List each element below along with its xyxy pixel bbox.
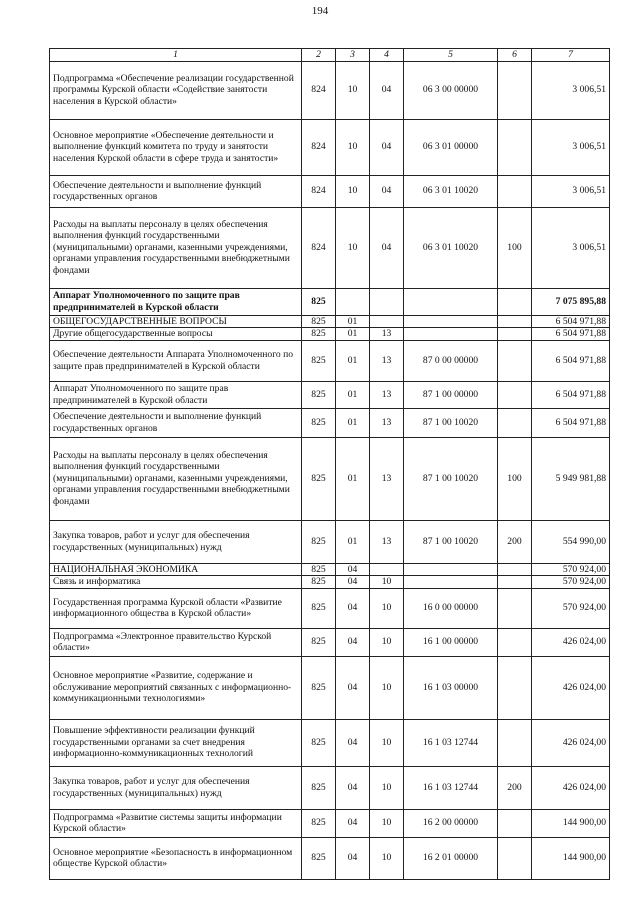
cell-target-article xyxy=(404,288,498,315)
cell-subsection: 13 xyxy=(370,328,404,341)
table-row xyxy=(50,837,610,879)
column-header: 4 xyxy=(370,49,404,62)
cell-amount: 426 024,00 xyxy=(532,766,610,809)
cell-amount: 3 006,51 xyxy=(532,175,610,207)
cell-section: 04 xyxy=(336,837,370,879)
table-row xyxy=(50,408,610,437)
cell-ved: 824 xyxy=(302,175,336,207)
cell-ved: 824 xyxy=(302,61,336,119)
cell-expense-type xyxy=(498,576,532,589)
row-name: Другие общегосударственные вопросы xyxy=(50,328,302,341)
cell-section: 04 xyxy=(336,588,370,628)
cell-target-article: 87 1 00 10020 xyxy=(404,437,498,520)
cell-section: 01 xyxy=(336,315,370,328)
cell-expense-type xyxy=(498,315,532,328)
cell-ved: 825 xyxy=(302,576,336,589)
cell-section: 04 xyxy=(336,628,370,656)
row-name: Государственная программа Курской области «Развитие информационного общества в Курской области» xyxy=(50,588,302,628)
cell-expense-type xyxy=(498,381,532,408)
table-row xyxy=(50,809,610,837)
table-row xyxy=(50,61,610,119)
table-row xyxy=(50,207,610,288)
cell-amount: 570 924,00 xyxy=(532,588,610,628)
cell-expense-type xyxy=(498,288,532,315)
cell-target-article: 16 2 00 00000 xyxy=(404,809,498,837)
cell-section: 10 xyxy=(336,175,370,207)
budget-table xyxy=(49,48,610,880)
cell-target-article: 06 3 01 00000 xyxy=(404,119,498,175)
cell-target-article: 16 1 00 00000 xyxy=(404,628,498,656)
row-name: Закупка товаров, работ и услуг для обеспечения государственных (муниципальных) нужд xyxy=(50,766,302,809)
cell-section: 01 xyxy=(336,381,370,408)
cell-amount: 426 024,00 xyxy=(532,628,610,656)
cell-target-article xyxy=(404,328,498,341)
cell-ved: 825 xyxy=(302,628,336,656)
cell-ved: 825 xyxy=(302,340,336,381)
column-header: 6 xyxy=(498,49,532,62)
cell-expense-type xyxy=(498,563,532,576)
cell-subsection: 10 xyxy=(370,628,404,656)
cell-subsection xyxy=(370,288,404,315)
row-name: Основное мероприятие «Обеспечение деятельности и выполнение функций комитета по труду и занятости населения Курской области в сфере труда и занятости» xyxy=(50,119,302,175)
cell-subsection: 13 xyxy=(370,340,404,381)
cell-subsection: 13 xyxy=(370,437,404,520)
cell-section: 01 xyxy=(336,408,370,437)
cell-amount: 5 949 981,88 xyxy=(532,437,610,520)
row-name: Подпрограмма «Электронное правительство Курской области» xyxy=(50,628,302,656)
cell-subsection: 10 xyxy=(370,576,404,589)
cell-expense-type: 100 xyxy=(498,437,532,520)
cell-target-article: 06 3 01 10020 xyxy=(404,175,498,207)
table-row xyxy=(50,437,610,520)
row-name: Расходы на выплаты персоналу в целях обеспечения выполнения функций государственными (муниципальными) органами, казенными учреждениями, органами управления государственными внебюджетными фондами xyxy=(50,437,302,520)
row-name: Основное мероприятие «Безопасность в информационном обществе Курской области» xyxy=(50,837,302,879)
cell-amount: 6 504 971,88 xyxy=(532,315,610,328)
table-row xyxy=(50,340,610,381)
cell-section: 01 xyxy=(336,520,370,563)
cell-section: 01 xyxy=(336,340,370,381)
cell-ved: 825 xyxy=(302,520,336,563)
cell-subsection: 10 xyxy=(370,656,404,719)
column-header: 7 xyxy=(532,49,610,62)
cell-amount: 144 900,00 xyxy=(532,809,610,837)
cell-ved: 825 xyxy=(302,588,336,628)
cell-ved: 824 xyxy=(302,119,336,175)
cell-expense-type: 100 xyxy=(498,207,532,288)
table-row xyxy=(50,656,610,719)
cell-target-article: 16 1 03 00000 xyxy=(404,656,498,719)
column-header: 5 xyxy=(404,49,498,62)
cell-target-article xyxy=(404,315,498,328)
row-name: Обеспечение деятельности и выполнение функций государственных органов xyxy=(50,408,302,437)
table-row xyxy=(50,766,610,809)
cell-expense-type xyxy=(498,408,532,437)
cell-section: 01 xyxy=(336,328,370,341)
cell-expense-type xyxy=(498,119,532,175)
cell-target-article: 16 2 01 00000 xyxy=(404,837,498,879)
cell-expense-type xyxy=(498,340,532,381)
row-name: Закупка товаров, работ и услуг для обеспечения государственных (муниципальных) нужд xyxy=(50,520,302,563)
cell-expense-type xyxy=(498,328,532,341)
cell-ved: 825 xyxy=(302,381,336,408)
cell-section: 04 xyxy=(336,563,370,576)
row-name: Повышение эффективности реализации функций государственными органами за счет внедрения информационно-коммуникационных технологий xyxy=(50,719,302,766)
column-header: 3 xyxy=(336,49,370,62)
cell-subsection: 10 xyxy=(370,837,404,879)
row-name: ОБЩЕГОСУДАРСТВЕННЫЕ ВОПРОСЫ xyxy=(50,315,302,328)
cell-amount: 554 990,00 xyxy=(532,520,610,563)
table-row xyxy=(50,563,610,576)
cell-ved: 825 xyxy=(302,288,336,315)
cell-amount: 570 924,00 xyxy=(532,576,610,589)
column-header: 2 xyxy=(302,49,336,62)
cell-expense-type xyxy=(498,809,532,837)
row-name: Подпрограмма «Обеспечение реализации государственной программы Курской области «Содействие занятости населения в Курской области» xyxy=(50,61,302,119)
cell-amount: 7 075 895,88 xyxy=(532,288,610,315)
cell-ved: 825 xyxy=(302,809,336,837)
table-row xyxy=(50,628,610,656)
cell-amount: 6 504 971,88 xyxy=(532,328,610,341)
cell-amount: 6 504 971,88 xyxy=(532,408,610,437)
cell-target-article: 16 1 03 12744 xyxy=(404,766,498,809)
cell-expense-type xyxy=(498,837,532,879)
row-name: Расходы на выплаты персоналу в целях обеспечения выполнения функций государственными (муниципальными) органами, казенными учреждениями, органами управления государственными внебюджетными фондами xyxy=(50,207,302,288)
table-body xyxy=(50,61,610,879)
cell-section: 04 xyxy=(336,766,370,809)
cell-section: 10 xyxy=(336,207,370,288)
cell-expense-type xyxy=(498,175,532,207)
column-header: 1 xyxy=(50,49,302,62)
table-row xyxy=(50,175,610,207)
cell-subsection: 10 xyxy=(370,766,404,809)
cell-ved: 825 xyxy=(302,315,336,328)
table-row xyxy=(50,576,610,589)
cell-amount: 6 504 971,88 xyxy=(532,381,610,408)
cell-target-article: 87 1 00 10020 xyxy=(404,520,498,563)
cell-section: 10 xyxy=(336,61,370,119)
cell-amount: 3 006,51 xyxy=(532,61,610,119)
cell-subsection: 10 xyxy=(370,588,404,628)
page-number: 194 xyxy=(311,5,329,17)
cell-expense-type xyxy=(498,719,532,766)
cell-expense-type: 200 xyxy=(498,766,532,809)
cell-amount: 426 024,00 xyxy=(532,719,610,766)
cell-ved: 824 xyxy=(302,207,336,288)
cell-ved: 825 xyxy=(302,328,336,341)
cell-ved: 825 xyxy=(302,719,336,766)
table-row xyxy=(50,520,610,563)
cell-subsection: 10 xyxy=(370,809,404,837)
cell-target-article: 16 1 03 12744 xyxy=(404,719,498,766)
cell-section: 01 xyxy=(336,437,370,520)
cell-target-article xyxy=(404,563,498,576)
cell-target-article: 06 3 00 00000 xyxy=(404,61,498,119)
table-row xyxy=(50,719,610,766)
cell-target-article: 06 3 01 10020 xyxy=(404,207,498,288)
cell-amount: 3 006,51 xyxy=(532,119,610,175)
cell-amount: 144 900,00 xyxy=(532,837,610,879)
cell-section xyxy=(336,288,370,315)
cell-subsection: 04 xyxy=(370,61,404,119)
cell-ved: 825 xyxy=(302,656,336,719)
cell-expense-type xyxy=(498,588,532,628)
cell-subsection: 13 xyxy=(370,520,404,563)
cell-subsection: 10 xyxy=(370,719,404,766)
table-row xyxy=(50,119,610,175)
cell-ved: 825 xyxy=(302,766,336,809)
cell-expense-type xyxy=(498,628,532,656)
cell-section: 04 xyxy=(336,719,370,766)
cell-target-article: 16 0 00 00000 xyxy=(404,588,498,628)
cell-expense-type xyxy=(498,656,532,719)
cell-target-article: 87 1 00 10020 xyxy=(404,408,498,437)
row-name: Основное мероприятие «Развитие, содержание и обслуживание мероприятий связанных с информационно-коммуникационными технологиями» xyxy=(50,656,302,719)
cell-target-article: 87 1 00 00000 xyxy=(404,381,498,408)
cell-subsection: 04 xyxy=(370,207,404,288)
cell-ved: 825 xyxy=(302,408,336,437)
cell-amount: 426 024,00 xyxy=(532,656,610,719)
cell-target-article: 87 0 00 00000 xyxy=(404,340,498,381)
cell-amount: 570 924,00 xyxy=(532,563,610,576)
table-row xyxy=(50,288,610,315)
cell-ved: 825 xyxy=(302,437,336,520)
cell-target-article xyxy=(404,576,498,589)
cell-amount: 3 006,51 xyxy=(532,207,610,288)
cell-ved: 825 xyxy=(302,837,336,879)
cell-section: 04 xyxy=(336,656,370,719)
table-row xyxy=(50,315,610,328)
cell-expense-type xyxy=(498,61,532,119)
cell-ved: 825 xyxy=(302,563,336,576)
cell-section: 10 xyxy=(336,119,370,175)
cell-subsection xyxy=(370,563,404,576)
cell-subsection: 04 xyxy=(370,119,404,175)
cell-amount: 6 504 971,88 xyxy=(532,340,610,381)
cell-subsection: 13 xyxy=(370,408,404,437)
cell-subsection: 04 xyxy=(370,175,404,207)
row-name: Обеспечение деятельности и выполнение функций государственных органов xyxy=(50,175,302,207)
cell-expense-type: 200 xyxy=(498,520,532,563)
row-name: Аппарат Уполномоченного по защите прав предпринимателей в Курской области xyxy=(50,381,302,408)
table-header xyxy=(50,49,610,62)
table-row xyxy=(50,381,610,408)
cell-section: 04 xyxy=(336,809,370,837)
row-name: Связь и информатика xyxy=(50,576,302,589)
row-name: Аппарат Уполномоченного по защите прав предпринимателей в Курской области xyxy=(50,288,302,315)
row-name: Обеспечение деятельности Аппарата Уполномоченного по защите прав предпринимателей в Курской области xyxy=(50,340,302,381)
table-row xyxy=(50,588,610,628)
cell-subsection: 13 xyxy=(370,381,404,408)
cell-section: 04 xyxy=(336,576,370,589)
table-row xyxy=(50,328,610,341)
cell-subsection xyxy=(370,315,404,328)
row-name: Подпрограмма «Развитие системы защиты информации Курской области» xyxy=(50,809,302,837)
row-name: НАЦИОНАЛЬНАЯ ЭКОНОМИКА xyxy=(50,563,302,576)
